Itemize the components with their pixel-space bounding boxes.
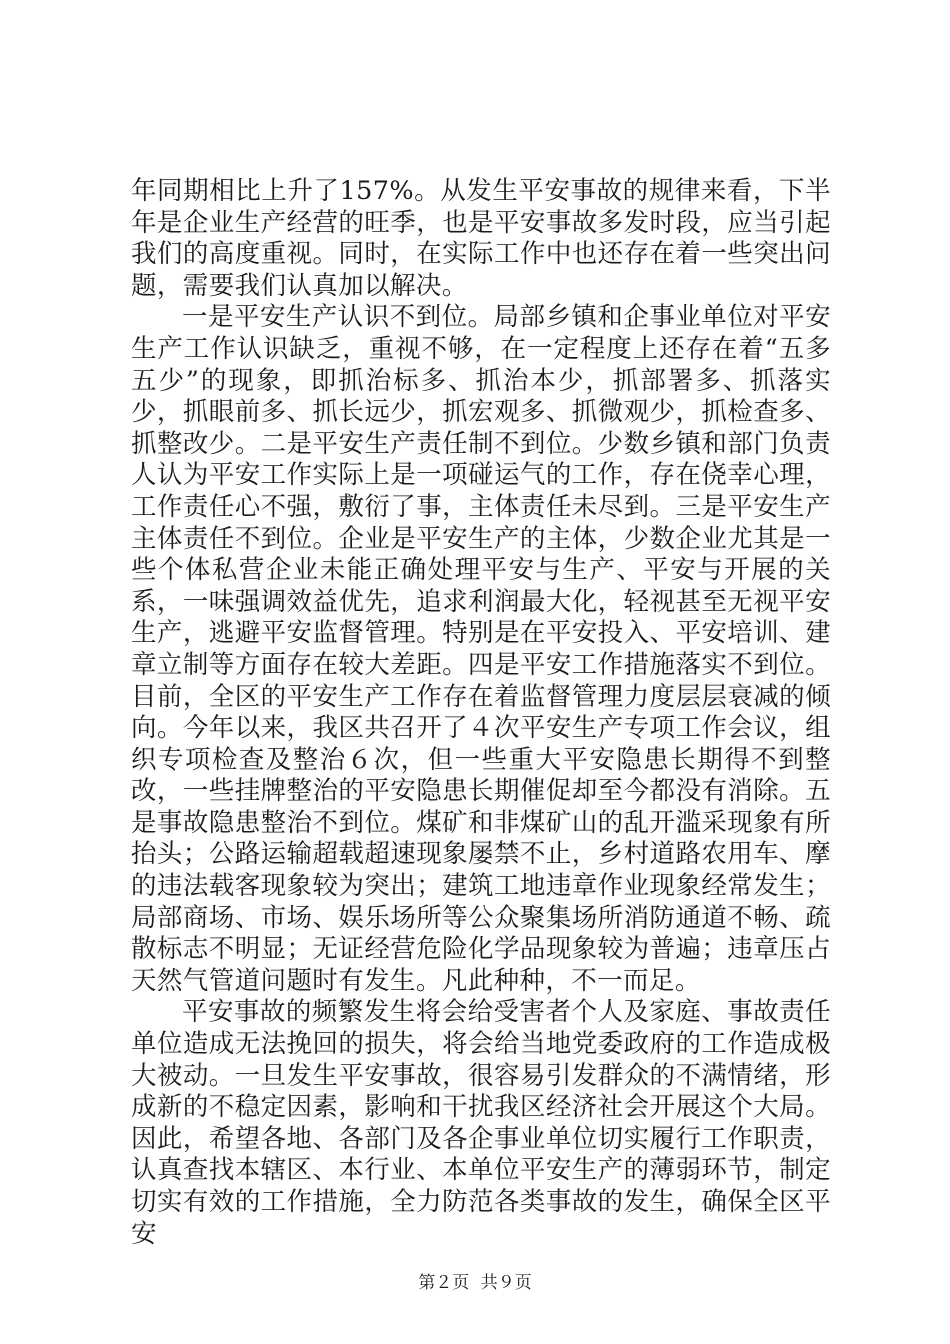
page-total: 共９页 (480, 1273, 532, 1293)
paragraph-3: 平安事故的频繁发生将会给受害者个人及家庭、事故责任单位造成无法挽回的损失，将会给当地党委政府的工作造成极大被动。一旦发生平安事故，很容易引发群众的不满情绪，形成新的不稳定因素，影响和干扰我区经济社会开展这个大局。因此，希望各地、各部门及各企事业单位切实履行工作职责，认真查找本辖区、本行业、本单位平安生产的薄弱环节，制定切实有效的工作措施，全力防范各类事故的发生，确保全区平安 (131, 997, 831, 1249)
page-footer (0, 1272, 950, 1294)
page-number: 第２页 (418, 1273, 470, 1293)
paragraph-2: 一是平安生产认识不到位。局部乡镇和企事业单位对平安生产工作认识缺乏，重视不够，在一定程度上还存在着“五多五少”的现象，即抓治标多、抓治本少，抓部署多、抓落实少，抓眼前多、抓长远少，抓宏观多、抓微观少，抓检查多、抓整改少。二是平安生产责任制不到位。少数乡镇和部门负责人认为平安工作实际上是一项碰运气的工作，存在侥幸心理，工作责任心不强，敷衍了事，主体责任未尽到。三是平安生产主体责任不到位。企业是平安生产的主体，少数企业尤其是一些个体私营企业未能正确处理平安与生产、平安与开展的关系，一味强调效益优先，追求利润最大化，轻视甚至无视平安生产，逃避平安监督管理。特别是在平安投入、平安培训、建章立制等方面存在较大差距。四是平安工作措施落实不到位。目前，全区的平安生产工作存在着监督管理力度层层衰减的倾向。今年以来，我区共召开了４次平安生产专项工作会议，组织专项检查及整治６次，但一些重大平安隐患长期得不到整改，一些挂牌整治的平安隐患长期催促却至今都没有消除。五是事故隐患整治不到位。煤矿和非煤矿山的乱开滥采现象有所抬头；公路运输超载超速现象屡禁不止，乡村道路农用车、摩的违法载客现象较为突出；建筑工地违章作业现象经常发生；局部商场、市场、娱乐场所等公众聚集场所消防通道不畅、疏散标志不明显；无证经营危险化学品现象较为普遍；违章压占天然气管道问题时有发生。凡此种种，不一而足。 (131, 302, 831, 996)
document-body (131, 176, 831, 1250)
paragraph-1: 年同期相比上升了157%。从发生平安事故的规律来看，下半年是企业生产经营的旺季，也是平安事故多发时段，应当引起我们的高度重视。同时，在实际工作中也还存在着一些突出问题，需要我们认真加以解决。 (131, 176, 831, 301)
